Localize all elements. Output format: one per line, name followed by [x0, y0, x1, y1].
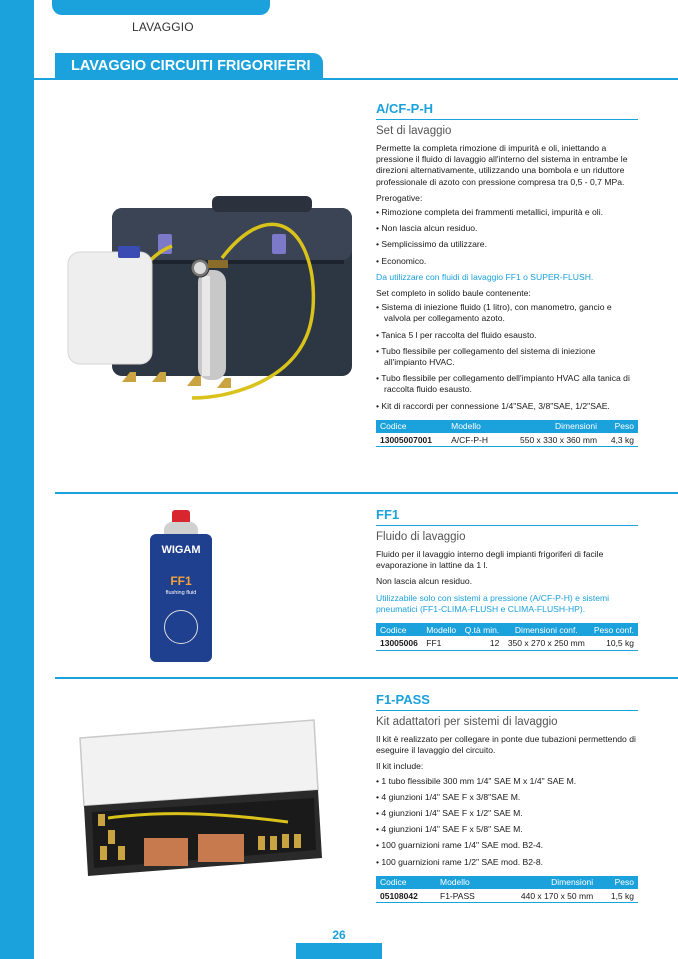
product-subtitle: Fluido di lavaggio — [376, 531, 466, 543]
table-cell: 350 x 270 x 250 mm — [503, 636, 589, 650]
table-cell: 12 — [460, 636, 503, 650]
spec-table — [376, 623, 638, 651]
product-subtitle: Set di lavaggio — [376, 125, 452, 137]
list-item: • Kit di raccordi per connessione 1/4"SAE, 3/8"SAE, 1/2"SAE. — [376, 401, 638, 412]
product-f1-pass — [376, 692, 638, 903]
side-color-bar — [0, 0, 34, 959]
top-tab — [52, 0, 270, 15]
product-code: A/CF-P-H — [376, 101, 638, 120]
spec-table — [376, 876, 638, 904]
column-header: Q.tà min. — [460, 623, 503, 636]
features-title: Prerogative: — [376, 192, 423, 203]
table-cell: 05108042 — [376, 889, 436, 903]
table-row — [376, 636, 638, 650]
table-cell: FF1 — [422, 636, 460, 650]
table-header — [376, 623, 638, 636]
list-item: • Tubo flessibile per collegamento dell'impianto HVAC alla tanica di raccolta fluido esausto. — [376, 373, 638, 395]
table-cell: 13005007001 — [376, 433, 447, 447]
can-product-name: FF1 — [170, 574, 192, 588]
can-body — [150, 534, 212, 662]
list-item: • Tanica 5 l per raccolta del fluido esausto. — [376, 330, 638, 341]
footer-tab — [296, 943, 382, 959]
product-description: Permette la completa rimozione di impurità e oli, iniettando a pressione il fluido di lavaggio all'interno del sistema in entrambe le direzioni alternativamente, utilizzando una bombola e un riduttore professionale di azoto con pressione compresa tra 0,5 - 0,7 MPa. — [376, 143, 628, 187]
column-header: Modello — [436, 876, 492, 889]
product-code: F1-PASS — [376, 692, 638, 711]
list-item: • Rimozione completa dei frammenti metallici, impurità e oli. — [376, 207, 638, 218]
column-header: Peso conf. — [589, 623, 638, 636]
column-header: Codice — [376, 420, 447, 433]
table-cell: A/CF-P-H — [447, 433, 500, 447]
table-cell: 440 x 170 x 50 mm — [492, 889, 597, 903]
list-item: • 4 giunzioni 1/4" SAE F x 5/8" SAE M. — [376, 824, 638, 835]
adapter-kit-image — [78, 718, 324, 878]
page-number: 26 — [332, 928, 346, 942]
features-list — [376, 207, 638, 267]
product-ff1 — [376, 507, 638, 651]
table-cell: F1-PASS — [436, 889, 492, 903]
column-header: Peso — [597, 876, 638, 889]
table-cell: 10,5 kg — [589, 636, 638, 650]
column-header: Dimensioni — [500, 420, 601, 433]
globe-icon — [164, 610, 198, 644]
table-cell: 13005006 — [376, 636, 422, 650]
usage-note: Utilizzabile solo con sistemi a pressione (A/CF-P-H) e sistemi pneumatici (FF1-CLIMA-FLUSH e CLIMA-FLUSH-HP). — [376, 592, 610, 614]
section-divider — [55, 677, 678, 679]
contents-title: Set completo in solido baule contenente: — [376, 288, 531, 299]
table-cell: 1,5 kg — [597, 889, 638, 903]
list-item: • Non lascia alcun residuo. — [376, 223, 638, 234]
table-header — [376, 876, 638, 889]
list-item: • 4 giunzioni 1/4" SAE F x 3/8"SAE M. — [376, 792, 638, 803]
usage-note: Da utilizzare con fluidi di lavaggio FF1 o SUPER-FLUSH. — [376, 271, 594, 282]
list-item: • 4 giunzioni 1/4" SAE F x 1/2" SAE M. — [376, 808, 638, 819]
can-brand: WIGAM — [161, 544, 201, 556]
table-row — [376, 889, 638, 903]
column-header: Codice — [376, 623, 422, 636]
list-item: • 1 tubo flessibile 300 mm 1/4" SAE M x 1/4" SAE M. — [376, 776, 638, 787]
column-header: Dimensioni — [492, 876, 597, 889]
list-item: • Semplicissimo da utilizzare. — [376, 239, 638, 250]
column-header: Codice — [376, 876, 436, 889]
table-cell: 550 x 330 x 360 mm — [500, 433, 601, 447]
column-header: Modello — [422, 623, 460, 636]
contents-title: Il kit include: — [376, 761, 424, 772]
product-code: FF1 — [376, 507, 638, 526]
list-item: • 100 guarnizioni rame 1/4" SAE mod. B2-4. — [376, 840, 638, 851]
table-cell: 4,3 kg — [601, 433, 638, 447]
section-divider — [55, 492, 678, 494]
table-row — [376, 433, 638, 447]
list-item: • 100 guarnizioni rame 1/2" SAE mod. B2-8. — [376, 857, 638, 868]
product-text: Non lascia alcun residuo. — [376, 576, 473, 587]
list-item: • Tubo flessibile per collegamento del sistema di iniezione all'impianto HVAC. — [376, 346, 638, 368]
column-header: Dimensioni conf. — [503, 623, 589, 636]
title-rule — [34, 78, 678, 80]
contents-list — [376, 302, 638, 412]
list-item: • Economico. — [376, 256, 638, 267]
can-cap — [172, 510, 190, 522]
list-item: • Sistema di iniezione fluido (1 litro), con manometro, gancio e valvola per collegamento azoto. — [376, 302, 638, 324]
product-description: Fluido per il lavaggio interno degli impianti frigoriferi di facile evaporazione in lattine da 1 l. — [376, 549, 604, 571]
column-header: Modello — [447, 420, 500, 433]
product-acf-p-h — [376, 101, 638, 447]
table-header — [376, 420, 638, 433]
spec-table — [376, 420, 638, 448]
product-subtitle: Kit adattatori per sistemi di lavaggio — [376, 716, 558, 728]
ff1-can-image — [150, 510, 212, 662]
flushing-kit-image — [62, 186, 358, 416]
can-sub: flushing fluid — [165, 590, 197, 596]
contents-list — [376, 776, 638, 868]
product-description: Il kit è realizzato per collegare in ponte due tubazioni permettendo di eseguire il lavaggio del circuito. — [376, 734, 636, 756]
page-title: LAVAGGIO CIRCUITI FRIGORIFERI — [55, 53, 323, 79]
column-header: Peso — [601, 420, 638, 433]
section-label: LAVAGGIO — [132, 20, 194, 34]
